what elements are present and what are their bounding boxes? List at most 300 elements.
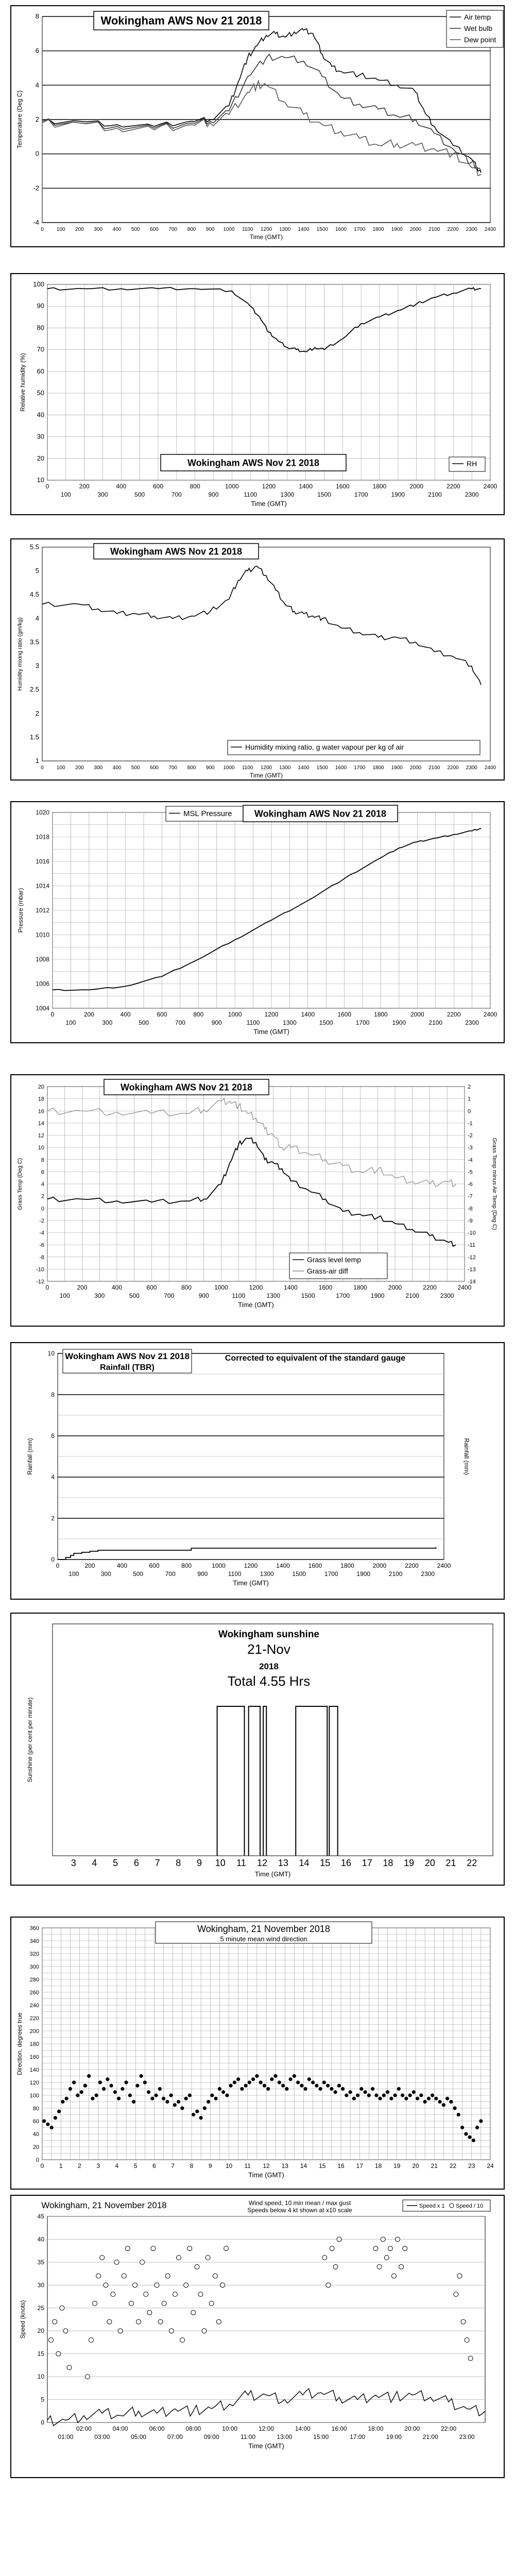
x-axis-label: Time (GMT) bbox=[233, 1579, 269, 1587]
x-tick-label: 15 bbox=[319, 2162, 326, 2170]
y-tick-label: 1 bbox=[468, 1096, 471, 1103]
legend-entry: Air temp bbox=[464, 12, 491, 21]
y-tick-label: 4 bbox=[35, 81, 39, 89]
speed-point bbox=[337, 2237, 341, 2242]
y-tick-label: 35 bbox=[37, 2258, 44, 2266]
y-tick-label: -1 bbox=[468, 1120, 473, 1127]
y-tick-label: 280 bbox=[29, 1977, 39, 1983]
y-tick-label: 60 bbox=[32, 2119, 39, 2125]
x-tick-label: 400 bbox=[111, 1284, 123, 1291]
rainfall-chart bbox=[11, 1343, 504, 1599]
y-tick-label: 60 bbox=[37, 367, 44, 375]
x-tick-label: 14 bbox=[300, 2162, 307, 2170]
y-tick-label: 4 bbox=[41, 1181, 44, 1188]
x-tick-label: 2200 bbox=[447, 227, 459, 232]
y-axis-label-right: Rainfall (mm) bbox=[463, 1438, 470, 1475]
direction-point bbox=[337, 2084, 341, 2088]
legend-entry: Speed x 1 bbox=[419, 2203, 445, 2209]
y-tick-label: -6 bbox=[468, 1181, 473, 1188]
x-tick-label: 1400 bbox=[299, 483, 313, 490]
y-tick-label: -8 bbox=[468, 1206, 473, 1212]
y-tick-label: 40 bbox=[37, 411, 44, 419]
speed-point bbox=[399, 2264, 404, 2269]
y-tick-label: -8 bbox=[39, 1254, 44, 1261]
x-tick-label: 2400 bbox=[457, 1284, 472, 1291]
x-tick-label: 1100 bbox=[246, 1019, 260, 1026]
x-axis-label: Time (GMT) bbox=[249, 772, 283, 779]
direction-point bbox=[389, 2097, 393, 2100]
y-tick-label: 0 bbox=[36, 2157, 39, 2163]
x-tick-label: 700 bbox=[164, 1292, 175, 1299]
speed-point bbox=[377, 2264, 382, 2269]
y-tick-label: 240 bbox=[29, 2003, 39, 2009]
direction-point bbox=[143, 2080, 147, 2084]
x-tick-label: 300 bbox=[94, 227, 103, 232]
x-tick-label: 1000 bbox=[223, 765, 235, 771]
x-tick-label: 2400 bbox=[483, 483, 497, 490]
chart-title: Wokingham AWS Nov 21 2018 bbox=[65, 1351, 190, 1361]
x-axis-label: Time (GMT) bbox=[253, 1028, 289, 1036]
x-tick-label: 1000 bbox=[212, 1562, 226, 1569]
x-tick-label: 08:00 bbox=[185, 2425, 201, 2432]
x-tick-label: 0 bbox=[40, 2162, 44, 2170]
y-tick-label: -3 bbox=[468, 1145, 473, 1151]
speed-point bbox=[191, 2310, 196, 2315]
y-tick-label: 300 bbox=[29, 1964, 39, 1970]
direction-point bbox=[259, 2080, 263, 2084]
speed-point bbox=[457, 2274, 462, 2278]
y-tick-label: 0 bbox=[41, 2419, 44, 2426]
direction-point bbox=[285, 2087, 288, 2091]
x-tick-label: 18 bbox=[374, 2162, 382, 2170]
mixing-ratio-chart-panel bbox=[10, 538, 505, 781]
x-tick-label: 5 bbox=[113, 1858, 118, 1868]
speed-point bbox=[107, 2319, 112, 2324]
y-tick-label: 10 bbox=[38, 1145, 44, 1151]
x-axis-label: Time (GMT) bbox=[249, 233, 283, 241]
x-tick-label: 0 bbox=[41, 765, 44, 771]
speed-point bbox=[220, 2283, 225, 2287]
x-tick-label: 15 bbox=[320, 1858, 331, 1868]
direction-point bbox=[225, 2093, 229, 2097]
speed-point bbox=[96, 2274, 101, 2278]
pressure-chart bbox=[11, 802, 504, 1042]
speed-point bbox=[180, 2338, 185, 2343]
direction-point bbox=[195, 2110, 199, 2113]
x-tick-label: 1100 bbox=[232, 1292, 246, 1299]
speed-point bbox=[202, 2329, 207, 2333]
direction-point bbox=[132, 2100, 135, 2104]
x-tick-label: 800 bbox=[181, 1562, 192, 1569]
direction-point bbox=[445, 2097, 449, 2100]
direction-point bbox=[113, 2090, 117, 2094]
x-tick-label: 0 bbox=[50, 1011, 55, 1018]
chart-title: Wokingham, 21 November 2018 bbox=[41, 2200, 167, 2210]
direction-point bbox=[57, 2110, 61, 2113]
x-tick-label: 2100 bbox=[428, 765, 440, 771]
x-tick-label: 100 bbox=[56, 765, 65, 771]
y-tick-label: -12 bbox=[36, 1279, 44, 1285]
y-axis-label: Rainfall (mm) bbox=[26, 1438, 33, 1475]
y-tick-label: 0 bbox=[468, 1108, 471, 1115]
direction-point bbox=[319, 2087, 322, 2091]
direction-point bbox=[128, 2093, 132, 2097]
x-tick-label: 2300 bbox=[465, 1019, 479, 1026]
x-tick-label: 15:00 bbox=[313, 2433, 329, 2441]
legend-entry: Wet bulb bbox=[464, 24, 492, 32]
x-tick-label: 1600 bbox=[318, 1284, 333, 1291]
x-tick-label: 100 bbox=[60, 491, 71, 498]
y-tick-label: -6 bbox=[39, 1242, 44, 1249]
x-tick-label: 1000 bbox=[225, 483, 239, 490]
x-tick-label: 11 bbox=[244, 2162, 251, 2170]
direction-point bbox=[304, 2087, 307, 2091]
x-tick-label: 1100 bbox=[244, 491, 258, 498]
chart-subtitle: Wind speed, 10 min mean / max gust bbox=[248, 2199, 351, 2207]
x-tick-label: 800 bbox=[181, 1284, 192, 1291]
speed-point bbox=[89, 2338, 94, 2343]
x-tick-label: 2100 bbox=[405, 1292, 420, 1299]
x-tick-label: 1500 bbox=[319, 1019, 333, 1026]
x-tick-label: 9 bbox=[208, 2162, 212, 2170]
chart-note: Speeds below 4 kt shown at x10 scale bbox=[247, 2207, 352, 2214]
direction-point bbox=[218, 2087, 221, 2091]
y-tick-label: 3 bbox=[35, 662, 39, 670]
x-tick-label: 1400 bbox=[298, 227, 310, 232]
speed-point bbox=[154, 2283, 159, 2287]
speed-point bbox=[384, 2256, 389, 2260]
speed-point bbox=[93, 2301, 97, 2306]
direction-point bbox=[68, 2087, 72, 2091]
direction-point bbox=[475, 2126, 479, 2129]
x-tick-label: 1900 bbox=[356, 1570, 371, 1578]
y-tick-label: 12 bbox=[38, 1132, 44, 1139]
y-tick-label: 1.5 bbox=[29, 733, 39, 741]
x-tick-label: 1200 bbox=[262, 483, 276, 490]
speed-point bbox=[454, 2292, 458, 2297]
x-tick-label: 100 bbox=[59, 1292, 70, 1299]
direction-point bbox=[184, 2097, 188, 2100]
direction-point bbox=[341, 2087, 345, 2091]
direction-point bbox=[460, 2126, 464, 2129]
x-tick-label: 200 bbox=[75, 227, 84, 232]
x-tick-label: 13:00 bbox=[277, 2433, 293, 2441]
y-tick-label: 100 bbox=[29, 2093, 39, 2099]
x-tick-label: 600 bbox=[150, 765, 159, 771]
x-tick-label: 12 bbox=[263, 2162, 270, 2170]
y-tick-label: 90 bbox=[37, 302, 44, 310]
wind-direction-chart-panel bbox=[10, 1917, 505, 2190]
direction-point bbox=[393, 2093, 397, 2097]
x-tick-label: 200 bbox=[84, 1562, 95, 1569]
y-tick-label: -7 bbox=[468, 1193, 473, 1200]
direction-point bbox=[352, 2097, 356, 2100]
x-tick-label: 900 bbox=[197, 1570, 208, 1578]
speed-point bbox=[67, 2365, 72, 2370]
x-tick-label: 7 bbox=[154, 1858, 160, 1868]
x-tick-label: 600 bbox=[150, 227, 159, 232]
speed-point bbox=[396, 2237, 400, 2242]
y-tick-label: 18 bbox=[38, 1096, 44, 1103]
x-tick-label: 21:00 bbox=[422, 2433, 438, 2441]
y-tick-label: 2 bbox=[35, 115, 39, 123]
x-tick-label: 400 bbox=[112, 765, 122, 771]
y-tick-label: 320 bbox=[29, 1951, 39, 1957]
direction-point bbox=[449, 2100, 453, 2104]
chart-total: Total 4.55 Hrs bbox=[227, 1673, 311, 1689]
direction-point bbox=[408, 2093, 412, 2097]
x-tick-label: 2000 bbox=[372, 1562, 387, 1569]
direction-point bbox=[199, 2116, 203, 2120]
y-tick-label: -9 bbox=[468, 1217, 473, 1224]
direction-point bbox=[240, 2087, 244, 2091]
x-tick-label: 1 bbox=[59, 2162, 63, 2170]
x-tick-label: 500 bbox=[139, 1019, 149, 1026]
speed-point bbox=[184, 2283, 188, 2287]
x-tick-label: 1400 bbox=[301, 1011, 315, 1018]
x-tick-label: 500 bbox=[131, 227, 140, 232]
speed-point bbox=[118, 2329, 123, 2333]
plot-area bbox=[42, 547, 490, 761]
direction-point bbox=[334, 2090, 337, 2094]
x-tick-label: 11 bbox=[236, 1858, 246, 1868]
x-tick-label: 2400 bbox=[437, 1562, 451, 1569]
legend-entry: Humidity mixing ratio, g water vapour per kg of air bbox=[245, 742, 404, 751]
x-tick-label: 2200 bbox=[447, 1011, 461, 1018]
x-tick-label: 1800 bbox=[372, 227, 384, 232]
x-tick-label: 14 bbox=[299, 1858, 310, 1868]
y-tick-label: 0 bbox=[41, 1206, 44, 1212]
legend-entry: MSL Pressure bbox=[183, 809, 232, 818]
y-axis-label: Speed (knots) bbox=[19, 2300, 26, 2339]
direction-point bbox=[98, 2080, 102, 2084]
x-axis-label: Time (GMT) bbox=[238, 1301, 274, 1309]
x-tick-label: 900 bbox=[205, 227, 215, 232]
direction-point bbox=[412, 2090, 416, 2094]
x-tick-label: 2000 bbox=[388, 1284, 402, 1291]
x-tick-label: 600 bbox=[149, 1562, 160, 1569]
legend-entry: Grass-air diff bbox=[307, 1266, 348, 1275]
x-tick-label: 1800 bbox=[374, 1011, 388, 1018]
x-tick-label: 1900 bbox=[391, 491, 405, 498]
x-tick-label: 1200 bbox=[244, 1562, 258, 1569]
x-tick-label: 800 bbox=[193, 1011, 204, 1018]
direction-point bbox=[169, 2093, 173, 2097]
chart-title: Wokingham AWS Nov 21 2018 bbox=[110, 546, 243, 557]
direction-point bbox=[431, 2093, 434, 2097]
x-tick-label: 18 bbox=[383, 1858, 393, 1868]
direction-point bbox=[356, 2093, 359, 2097]
x-tick-label: 09:00 bbox=[203, 2433, 219, 2441]
y-tick-label: 5 bbox=[35, 567, 39, 575]
direction-point bbox=[173, 2103, 177, 2107]
y-tick-label: 2 bbox=[468, 1084, 471, 1090]
direction-point bbox=[65, 2097, 68, 2100]
y-tick-label: 50 bbox=[37, 389, 44, 397]
x-tick-label: 1800 bbox=[372, 765, 384, 771]
y-tick-label: 8 bbox=[51, 1391, 55, 1398]
y-tick-label: 5 bbox=[41, 2396, 44, 2403]
direction-point bbox=[404, 2097, 408, 2100]
y-tick-label: -13 bbox=[468, 1266, 476, 1273]
x-tick-label: 07:00 bbox=[167, 2433, 183, 2441]
x-tick-label: 22 bbox=[449, 2162, 457, 2170]
x-tick-label: 1500 bbox=[316, 765, 328, 771]
direction-point bbox=[83, 2084, 87, 2088]
sunshine-chart bbox=[11, 1614, 504, 1885]
x-tick-label: 1700 bbox=[324, 1570, 338, 1578]
y-tick-label: 100 bbox=[33, 280, 44, 288]
speed-point bbox=[195, 2264, 199, 2269]
x-tick-label: 21 bbox=[431, 2162, 438, 2170]
x-tick-label: 1300 bbox=[279, 765, 291, 771]
x-tick-label: 1900 bbox=[370, 1292, 385, 1299]
direction-point bbox=[233, 2080, 236, 2084]
x-tick-label: 2000 bbox=[410, 1011, 424, 1018]
x-tick-label: 13 bbox=[281, 2162, 288, 2170]
x-tick-label: 1300 bbox=[280, 491, 295, 498]
x-tick-label: 1600 bbox=[337, 1011, 352, 1018]
direction-point bbox=[263, 2084, 266, 2088]
y-tick-label: 120 bbox=[29, 2080, 39, 2086]
x-tick-label: 2300 bbox=[465, 491, 479, 498]
x-tick-label: 20 bbox=[424, 1858, 435, 1868]
y-tick-label: 1018 bbox=[36, 833, 49, 841]
x-tick-label: 2300 bbox=[466, 227, 477, 232]
y-tick-label: 4 bbox=[51, 1473, 55, 1481]
y-tick-label: 0 bbox=[51, 1556, 55, 1563]
direction-point bbox=[397, 2087, 401, 2091]
direction-point bbox=[278, 2080, 281, 2084]
x-tick-label: 100 bbox=[68, 1570, 79, 1578]
speed-point bbox=[224, 2246, 229, 2251]
x-axis-label: Time (GMT) bbox=[248, 2442, 284, 2450]
y-tick-label: 2 bbox=[41, 1193, 44, 1200]
x-tick-label: 2400 bbox=[483, 1011, 497, 1018]
y-tick-label: 1006 bbox=[36, 980, 49, 988]
direction-point bbox=[442, 2103, 445, 2107]
chart-title: Wokingham sunshine bbox=[218, 1629, 320, 1640]
x-tick-label: 5 bbox=[133, 2162, 138, 2170]
y-tick-label: 1 bbox=[35, 757, 39, 765]
humidity-chart-panel bbox=[10, 273, 505, 515]
x-tick-label: 200 bbox=[79, 483, 90, 490]
y-tick-label: 260 bbox=[29, 1990, 39, 1996]
x-tick-label: 1000 bbox=[223, 227, 235, 232]
direction-point bbox=[106, 2077, 109, 2081]
x-tick-label: 03:00 bbox=[94, 2433, 110, 2441]
y-tick-label: -10 bbox=[36, 1266, 44, 1273]
direction-point bbox=[423, 2100, 427, 2104]
y-tick-label: 16 bbox=[38, 1108, 44, 1115]
y-tick-label: 1008 bbox=[36, 956, 49, 963]
y-tick-label: 40 bbox=[32, 2131, 39, 2138]
speed-point bbox=[104, 2283, 108, 2287]
direction-point bbox=[229, 2084, 233, 2088]
direction-point bbox=[214, 2097, 218, 2100]
y-tick-label: 2 bbox=[51, 1515, 55, 1522]
x-tick-label: 1900 bbox=[391, 227, 403, 232]
chart-date: 21-Nov bbox=[247, 1641, 290, 1657]
x-tick-label: 700 bbox=[175, 1019, 185, 1026]
x-tick-label: 800 bbox=[187, 765, 196, 771]
x-tick-label: 1500 bbox=[292, 1570, 306, 1578]
x-tick-label: 300 bbox=[102, 1019, 113, 1026]
direction-point bbox=[95, 2093, 98, 2097]
chart-title: Wokingham AWS Nov 21 2018 bbox=[120, 1082, 253, 1093]
direction-point bbox=[76, 2093, 79, 2097]
speed-point bbox=[129, 2301, 133, 2306]
x-tick-label: 19 bbox=[404, 1858, 415, 1868]
direction-point bbox=[203, 2106, 207, 2110]
y-tick-label: 20 bbox=[37, 2327, 44, 2335]
speed-point bbox=[198, 2292, 203, 2297]
y-tick-label: 25 bbox=[37, 2304, 44, 2312]
x-tick-label: 1100 bbox=[242, 765, 253, 771]
x-tick-label: 300 bbox=[100, 1570, 111, 1578]
x-tick-label: 300 bbox=[97, 491, 108, 498]
x-tick-label: 17 bbox=[356, 2162, 363, 2170]
y-tick-label: 220 bbox=[29, 2015, 39, 2022]
speed-point bbox=[209, 2301, 214, 2306]
direction-point bbox=[457, 2113, 460, 2116]
y-tick-label: 45 bbox=[37, 2213, 44, 2220]
y-tick-label: 200 bbox=[29, 2028, 39, 2035]
direction-point bbox=[188, 2093, 192, 2097]
speed-point bbox=[213, 2274, 217, 2278]
y-tick-label: 6 bbox=[41, 1169, 44, 1176]
x-tick-label: 17:00 bbox=[350, 2433, 366, 2441]
x-tick-label: 0 bbox=[45, 1284, 49, 1291]
x-tick-label: 20:00 bbox=[404, 2425, 420, 2432]
direction-point bbox=[359, 2087, 363, 2091]
x-tick-label: 1700 bbox=[355, 1019, 370, 1026]
speed-point bbox=[373, 2246, 378, 2251]
x-tick-label: 8 bbox=[190, 2162, 194, 2170]
direction-point bbox=[315, 2084, 318, 2088]
direction-point bbox=[255, 2074, 259, 2078]
direction-point bbox=[427, 2097, 431, 2100]
x-tick-label: 0 bbox=[41, 227, 44, 232]
x-tick-label: 1600 bbox=[335, 765, 347, 771]
legend-entry: RH bbox=[467, 459, 477, 468]
y-tick-label: 2.5 bbox=[29, 685, 39, 693]
y-axis-label-right: Grass Temp minus Air Temp (Deg C) bbox=[491, 1138, 497, 1230]
y-tick-label: -2 bbox=[39, 1217, 44, 1224]
x-tick-label: 23:00 bbox=[459, 2433, 475, 2441]
x-tick-label: 100 bbox=[56, 227, 65, 232]
grass-temp-chart bbox=[11, 1075, 504, 1326]
direction-point bbox=[300, 2084, 303, 2088]
direction-point bbox=[401, 2093, 404, 2097]
speed-point bbox=[391, 2274, 396, 2278]
direction-point bbox=[251, 2077, 255, 2081]
direction-point bbox=[345, 2093, 348, 2097]
x-tick-label: 1300 bbox=[266, 1292, 281, 1299]
x-tick-label: 800 bbox=[187, 227, 196, 232]
temperature-chart bbox=[11, 6, 504, 246]
x-tick-label: 200 bbox=[83, 1011, 94, 1018]
x-tick-label: 10 bbox=[215, 1858, 226, 1868]
x-tick-label: 2300 bbox=[440, 1292, 454, 1299]
x-tick-label: 4 bbox=[115, 2162, 119, 2170]
direction-point bbox=[293, 2074, 296, 2078]
y-tick-label: 2 bbox=[35, 709, 39, 717]
speed-point bbox=[388, 2246, 392, 2251]
y-tick-label: 140 bbox=[29, 2067, 39, 2073]
chart-title: Wokingham AWS Nov 21 2018 bbox=[187, 457, 320, 468]
direction-point bbox=[150, 2097, 154, 2100]
